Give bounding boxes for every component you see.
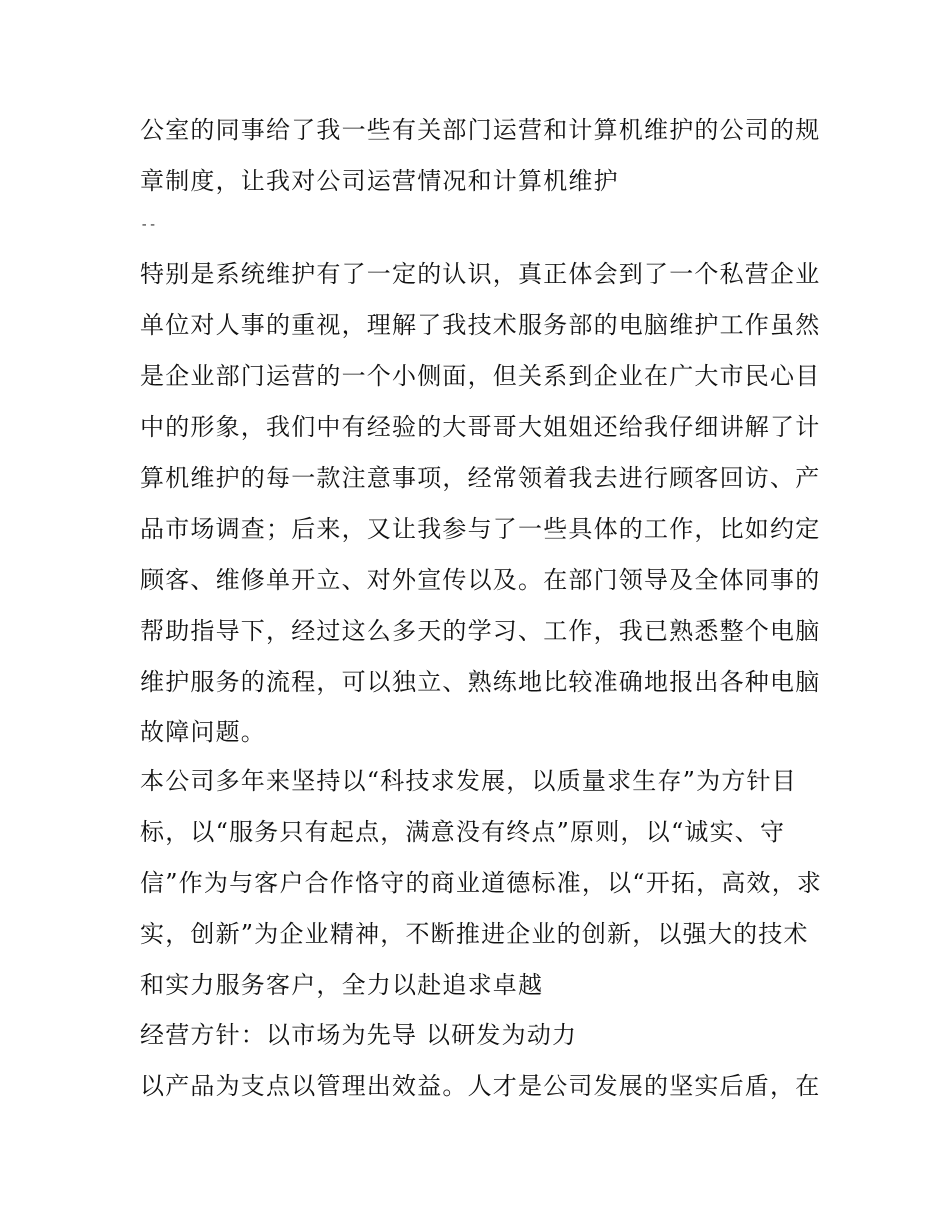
text-line: 算机维护的每一款注意事项，经常领着我去进行顾客回访、产 <box>140 464 821 492</box>
text-line: 维护服务的流程，可以独立、熟练地比较准确地报出各种电脑 <box>140 668 821 696</box>
text-line: 故障问题。 <box>140 718 266 746</box>
text-line: 和实力服务客户，全力以赴追求卓越 <box>140 971 544 999</box>
text-line: 章制度，让我对公司运营情况和计算机维护 <box>140 167 619 195</box>
text-line: 单位对人事的重视，理解了我技术服务部的电脑维护工作虽然 <box>140 311 821 339</box>
text-line: 公室的同事给了我一些有关部门运营和计算机维护的公司的规 <box>140 116 821 144</box>
text-line: 本公司多年来坚持以“科技求发展，以质量求生存”为方针目 <box>140 767 797 795</box>
separator-dashes: -- <box>140 217 157 233</box>
text-line: 实，创新”为企业精神，不断推进企业的创新，以强大的技术 <box>140 920 809 948</box>
text-line: 以产品为支点以管理出效益。人才是公司发展的坚实后盾，在 <box>140 1072 821 1100</box>
text-line: 是企业部门运营的一个小侧面，但关系到企业在广大市民心目 <box>140 362 821 390</box>
text-line: 经营方针：以市场为先导 以研发为动力 <box>140 1021 578 1049</box>
text-line: 品市场调查；后来，又让我参与了一些具体的工作，比如约定 <box>140 515 821 543</box>
text-line: 特别是系统维护有了一定的认识，真正体会到了一个私营企业 <box>140 260 821 288</box>
text-line: 标，以“服务只有起点，满意没有终点”原则，以“诚实、守 <box>140 818 786 846</box>
text-line: 信”作为与客户合作恪守的商业道德标准，以“开拓，高效，求 <box>140 869 823 897</box>
text-line: 顾客、维修单开立、对外宣传以及。在部门领导及全体同事的 <box>140 566 821 594</box>
text-line: 中的形象，我们中有经验的大哥哥大姐姐还给我仔细讲解了计 <box>140 413 821 441</box>
text-line: 帮助指导下，经过这么多天的学习、工作，我已熟悉整个电脑 <box>140 617 821 645</box>
